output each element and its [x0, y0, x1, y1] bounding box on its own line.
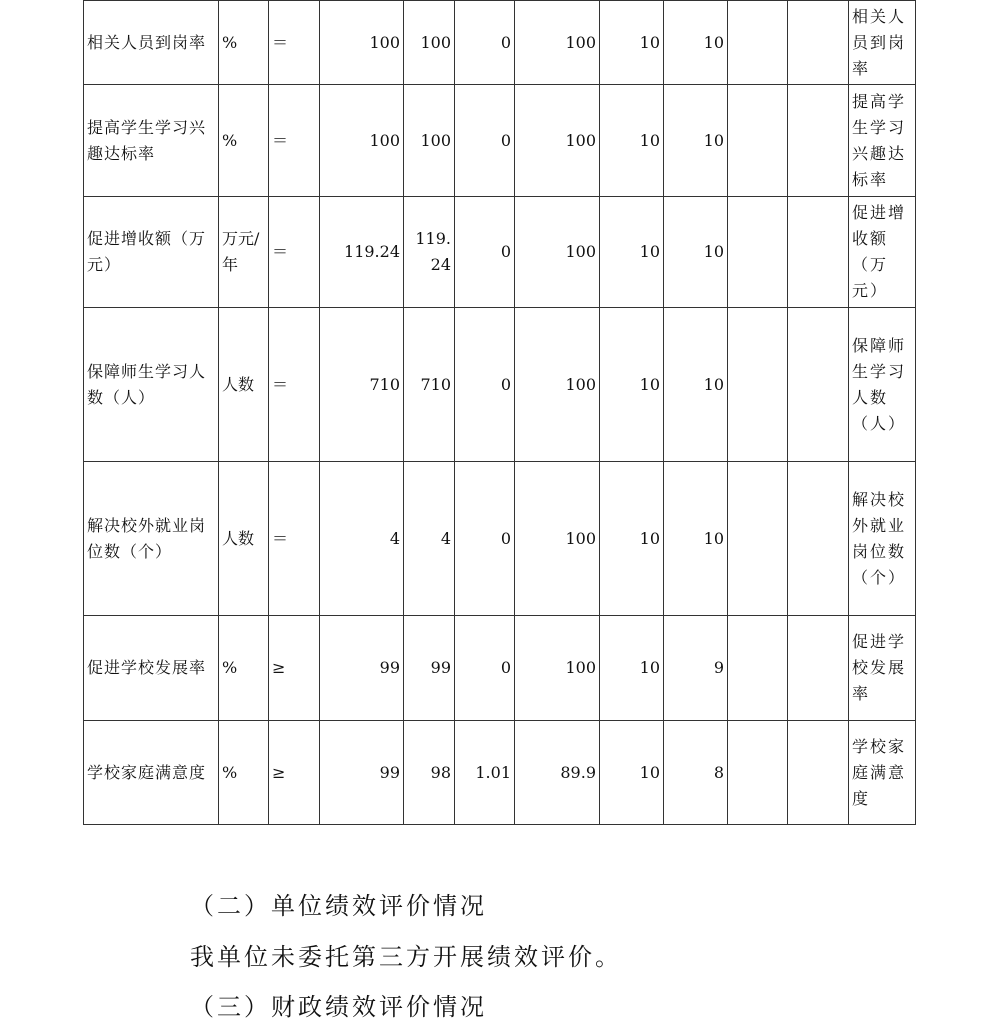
operator-cell: ＝: [269, 462, 320, 616]
deviation-cell: 1.01: [455, 721, 515, 825]
unit-cell: 人数: [219, 308, 269, 462]
actual-value-cell: 99: [404, 616, 455, 721]
actual-value-cell: 100: [404, 1, 455, 85]
operator-cell: ＝: [269, 1, 320, 85]
operator-cell: ≥: [269, 721, 320, 825]
score-cell: 10: [664, 462, 728, 616]
score-cell: 8: [664, 721, 728, 825]
blank-cell: [788, 308, 849, 462]
completion-rate-cell: 89.9: [515, 721, 600, 825]
unit-cell: %: [219, 616, 269, 721]
remark-cell: 解决校外就业岗位数（个）: [849, 462, 916, 616]
indicator-name-cell: 保障师生学习人数（人）: [84, 308, 219, 462]
weight-cell: 10: [600, 197, 664, 308]
unit-cell: %: [219, 721, 269, 825]
indicator-name-cell: 解决校外就业岗位数（个）: [84, 462, 219, 616]
weight-cell: 10: [600, 1, 664, 85]
actual-value-cell: 119.24: [404, 197, 455, 308]
weight-cell: 10: [600, 85, 664, 197]
weight-cell: 10: [600, 462, 664, 616]
score-cell: 9: [664, 616, 728, 721]
target-value-cell: 99: [320, 721, 404, 825]
deviation-cell: 0: [455, 85, 515, 197]
blank-cell: [788, 462, 849, 616]
actual-value-cell: 710: [404, 308, 455, 462]
section2-heading: （二）单位绩效评价情况: [190, 892, 487, 920]
unit-cell: 万元/年: [219, 197, 269, 308]
indicator-name-cell: 相关人员到岗率: [84, 1, 219, 85]
blank-cell: [788, 85, 849, 197]
actual-value-cell: 4: [404, 462, 455, 616]
operator-cell: ＝: [269, 85, 320, 197]
table-row: [84, 462, 916, 616]
deviation-cell: 0: [455, 1, 515, 85]
completion-rate-cell: 100: [515, 308, 600, 462]
score-cell: 10: [664, 308, 728, 462]
unit-cell: 人数: [219, 462, 269, 616]
operator-cell: ＝: [269, 308, 320, 462]
completion-rate-cell: 100: [515, 85, 600, 197]
table-row: [84, 1, 916, 85]
table-row: [84, 616, 916, 721]
target-value-cell: 99: [320, 616, 404, 721]
blank-cell: [728, 616, 788, 721]
target-value-cell: 4: [320, 462, 404, 616]
indicator-name-cell: 提高学生学习兴趣达标率: [84, 85, 219, 197]
indicator-name-cell: 促进学校发展率: [84, 616, 219, 721]
blank-cell: [728, 1, 788, 85]
performance-table: [83, 0, 916, 825]
blank-cell: [728, 462, 788, 616]
target-value-cell: 710: [320, 308, 404, 462]
table-body: [84, 1, 916, 825]
blank-cell: [728, 308, 788, 462]
section2-text: 我单位未委托第三方开展绩效评价。: [190, 943, 622, 971]
weight-cell: 10: [600, 721, 664, 825]
unit-cell: %: [219, 1, 269, 85]
score-cell: 10: [664, 85, 728, 197]
actual-value-cell: 98: [404, 721, 455, 825]
indicator-name-cell: 学校家庭满意度: [84, 721, 219, 825]
blank-cell: [788, 721, 849, 825]
weight-cell: 10: [600, 308, 664, 462]
table-row: [84, 197, 916, 308]
remark-cell: 学校家庭满意度: [849, 721, 916, 825]
table-row: [84, 85, 916, 197]
remark-cell: 促进增收额（万元）: [849, 197, 916, 308]
blank-cell: [788, 197, 849, 308]
deviation-cell: 0: [455, 308, 515, 462]
section3-heading: （三）财政绩效评价情况: [190, 993, 487, 1021]
target-value-cell: 119.24: [320, 197, 404, 308]
blank-cell: [728, 85, 788, 197]
blank-cell: [788, 1, 849, 85]
remark-cell: 相关人员到岗率: [849, 1, 916, 85]
deviation-cell: 0: [455, 462, 515, 616]
remark-cell: 提高学生学习兴趣达标率: [849, 85, 916, 197]
weight-cell: 10: [600, 616, 664, 721]
target-value-cell: 100: [320, 1, 404, 85]
operator-cell: ＝: [269, 197, 320, 308]
blank-cell: [788, 616, 849, 721]
actual-value-cell: 100: [404, 85, 455, 197]
remark-cell: 促进学校发展率: [849, 616, 916, 721]
table-row: [84, 308, 916, 462]
completion-rate-cell: 100: [515, 197, 600, 308]
deviation-cell: 0: [455, 197, 515, 308]
remark-cell: 保障师生学习人数（人）: [849, 308, 916, 462]
completion-rate-cell: 100: [515, 462, 600, 616]
target-value-cell: 100: [320, 85, 404, 197]
score-cell: 10: [664, 197, 728, 308]
completion-rate-cell: 100: [515, 1, 600, 85]
score-cell: 10: [664, 1, 728, 85]
unit-cell: %: [219, 85, 269, 197]
table-row: [84, 721, 916, 825]
completion-rate-cell: 100: [515, 616, 600, 721]
blank-cell: [728, 197, 788, 308]
operator-cell: ≥: [269, 616, 320, 721]
deviation-cell: 0: [455, 616, 515, 721]
blank-cell: [728, 721, 788, 825]
indicator-name-cell: 促进增收额（万元）: [84, 197, 219, 308]
